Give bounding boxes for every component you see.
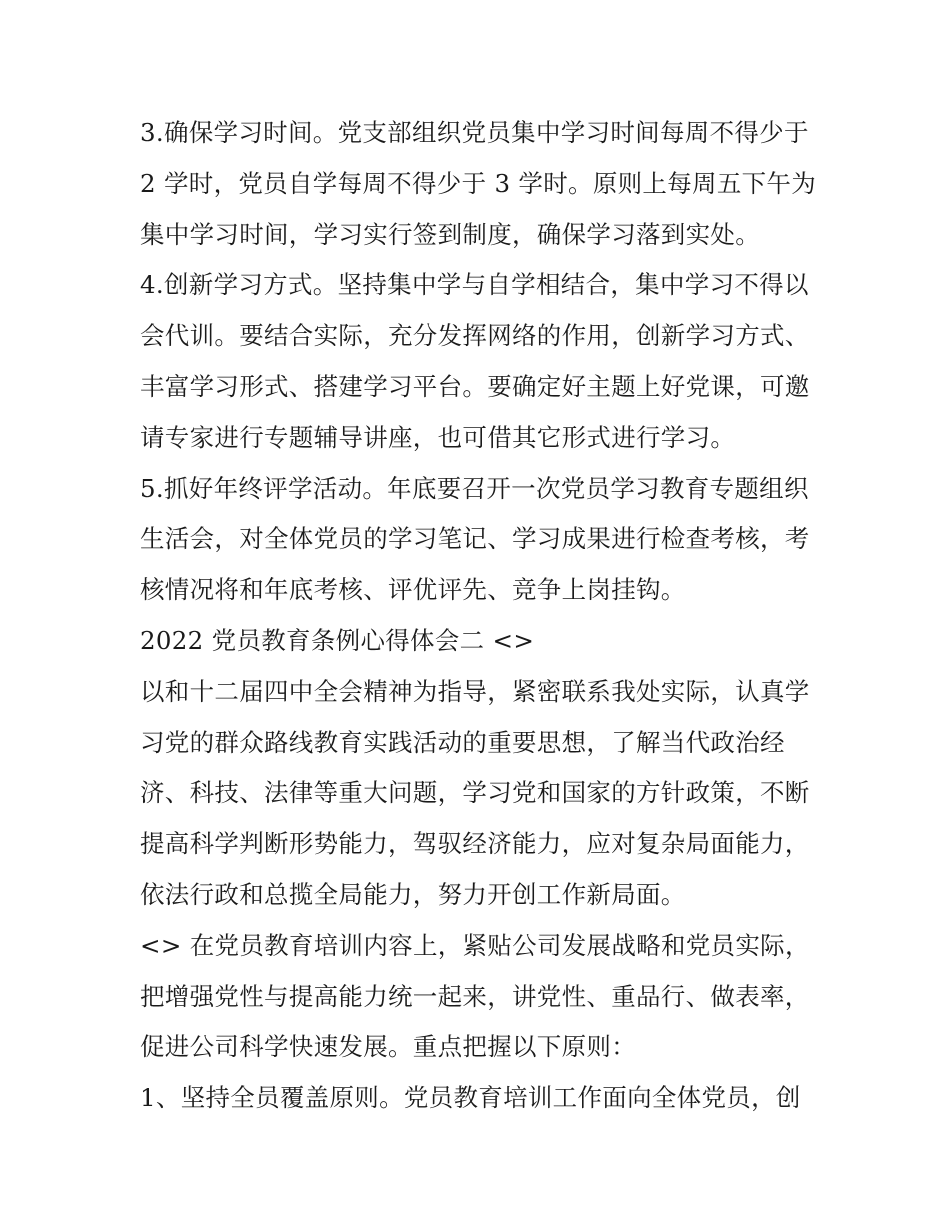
paragraph-line: 3.确保学习时间。党支部组织党员集中学习时间每周不得少于	[140, 118, 809, 147]
paragraph-line: 5.抓好年终评学活动。年底要召开一次党员学习教育专题组织	[140, 473, 809, 503]
paragraph-line: 1、坚持全员覆盖原则。党员教育培训工作面向全体党员，创	[140, 1083, 801, 1113]
paragraph-line: 济、科技、法律等重大问题，学习党和国家的方针政策，不断	[140, 778, 810, 808]
paragraph-line: 生活会，对全体党员的学习笔记、学习成果进行检查考核，考	[140, 524, 810, 554]
paragraph-line: 丰富学习形式、搭建学习平台。要确定好主题上好党课，可邀	[140, 371, 810, 401]
paragraph-line: 依法行政和总揽全局能力，努力开创工作新局面。	[140, 879, 686, 909]
paragraph-line: 提高科学判断形势能力，驾驭经济能力，应对复杂局面能力，	[140, 829, 810, 859]
paragraph-line: 请专家进行专题辅导讲座，也可借其它形式进行学习。	[140, 422, 736, 452]
paragraph-line: 4.创新学习方式。坚持集中学与自学相结合，集中学习不得以	[140, 270, 809, 300]
paragraph-line: 2 学时，党员自学每周不得少于 3 学时。原则上每周五下午为	[140, 168, 817, 198]
paragraph-line: 把增强党性与提高能力统一起来，讲党性、重品行、做表率，	[140, 981, 810, 1011]
paragraph-line: 核情况将和年底考核、评优评先、竞争上岗挂钩。	[140, 575, 686, 605]
paragraph-line: 集中学习时间，学习实行签到制度，确保学习落到实处。	[140, 219, 760, 249]
section-heading: 2022 党员教育条例心得体会二 <>	[140, 625, 535, 655]
paragraph-line: <> 在党员教育培训内容上，紧贴公司发展战略和党员实际，	[140, 930, 810, 960]
paragraph-line: 以和十二届四中全会精神为指导，紧密联系我处实际，认真学	[140, 676, 810, 706]
paragraph-line: 促进公司科学快速发展。重点把握以下原则：	[140, 1032, 636, 1062]
document-body	[140, 108, 830, 1124]
paragraph-line: 习党的群众路线教育实践活动的重要思想，了解当代政治经	[140, 727, 785, 757]
paragraph-line: 会代训。要结合实际，充分发挥网络的作用，创新学习方式、	[140, 321, 810, 351]
